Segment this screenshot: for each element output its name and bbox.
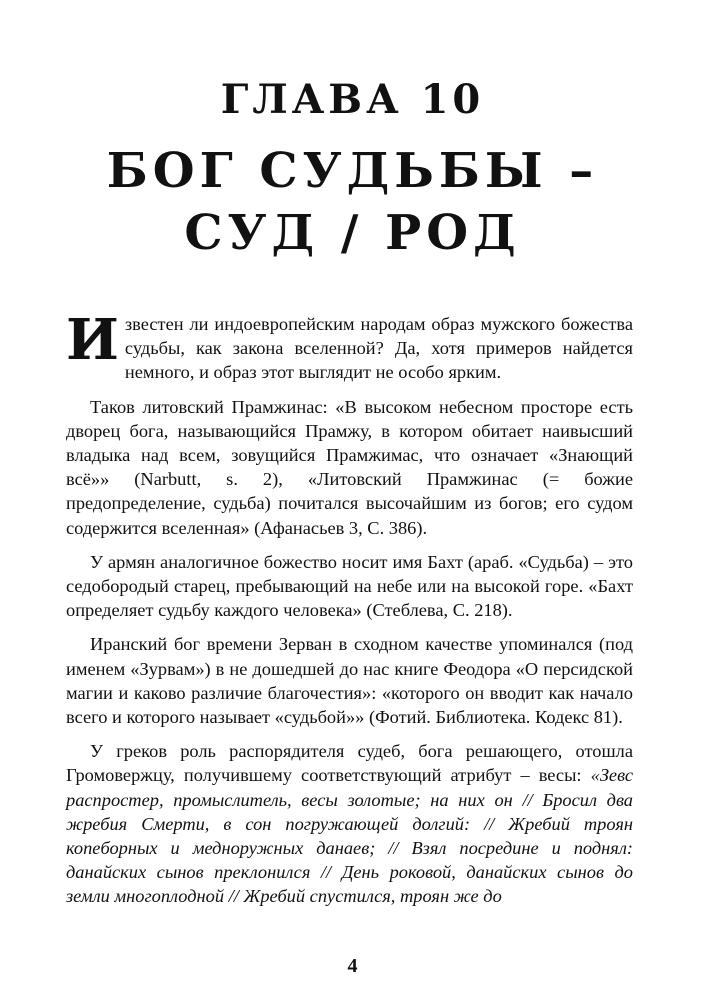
- chapter-title-line-1: БОГ СУДЬБЫ –: [106, 143, 599, 199]
- body-text: [66, 307, 633, 919]
- chapter-number: ГЛАВА 10: [220, 76, 485, 123]
- paragraph-4: Иранский бог времени Зерван в сходном качестве упоминался (под именем «Зурвам») в не дошедшей до нас книге Феодора «О персидской магии и каково различие благочестия»: «которого он вводит как начало всего и которого называет «судьбой»» (Фотий. Библиотека. Кодекс 81).: [66, 634, 633, 728]
- paragraph-1: [66, 307, 633, 385]
- chapter-title-line-2: СУД / РОД: [184, 205, 521, 261]
- paragraph-5-quote: «Зевс распростер, промыслитель, весы золотые; на них он // Бросил два жребия Смерти, в сон погружающей долгий: // Жребий троян коneборных и медноружных данаев; // Взял посредине и поднял: данайских сынов преклонился // День роковой, данайских сынов до земли многоплодной // Жребий спустился, троян же до: [66, 765, 633, 907]
- chapter-title: [0, 140, 705, 264]
- drop-cap: И: [66, 307, 119, 373]
- page-number: 4: [347, 955, 358, 977]
- paragraph-5-text: У греков роль распорядителя судеб, бога решающего, отошла Громовержцу, получившему соответствующий атрибут – весы:: [66, 741, 633, 786]
- paragraph-1-text: звестен ли индоевропейским народам образ мужского божества судьбы, как закона вселенной? Да, хотя примеров найдется немного, и образ этот выглядит не особо ярким.: [124, 314, 633, 383]
- paragraph-2: Таков литовский Прамжинас: «В высоком небесном просторе есть дворец бога, называющийся Прамжу, в котором обитает наивысший владыка над всем, зовущийся Прамжимас, что означает «Знающий всё»» (Narbutt, s. 2), «Литовский Прамжинас (= божие предопределение, судьба) почитался высочайшим из богов; его судом содержится вселенная» (Афанасьев 3, С. 386).: [66, 396, 633, 538]
- paragraph-3: У армян аналогичное божество носит имя Бахт (араб. «Судьба) – это седобородый старец, пребывающий на небе или на высокой горе. «Бахт определяет судьбу каждого человека» (Стеблева, С. 218).: [66, 551, 633, 621]
- paragraph-5: [66, 739, 633, 908]
